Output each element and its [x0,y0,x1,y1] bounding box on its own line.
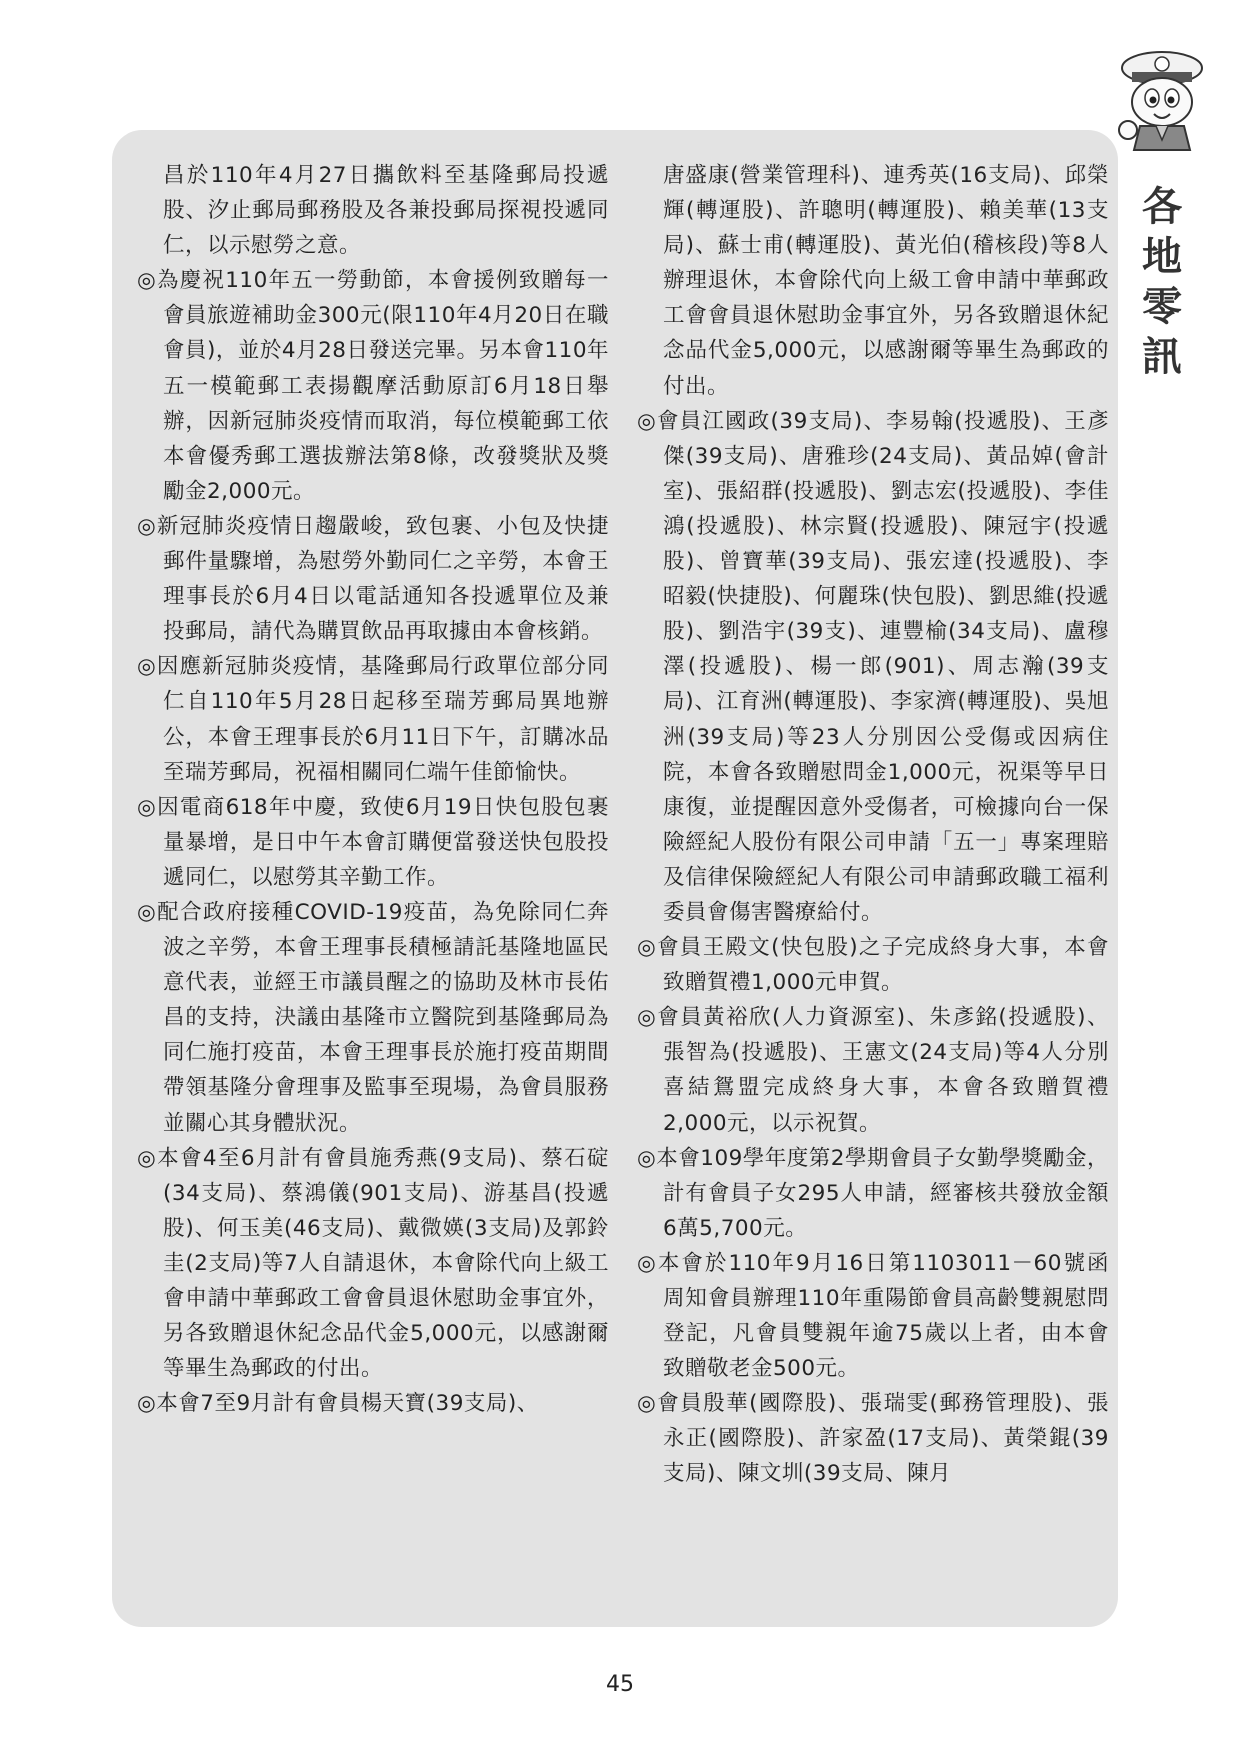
news-item-text: 會員王殿文(快包股)之子完成終身大事，本會致贈賀禮1,000元申賀。 [657,935,1110,996]
bullet-icon: ◎ [137,1391,157,1417]
news-item [137,649,609,789]
news-item-text: 本會109學年度第2學期會員子女勤學獎勵金，計有會員子女295人申請，經審核共發放金額6萬5,700元。 [656,1145,1109,1241]
news-item-text: 因電商618年中慶，致使6月19日快包股包裹量暴增，是日中午本會訂購便當發送快包股投遞同仁，以慰勞其辛勤工作。 [157,794,610,890]
news-item [637,404,1109,930]
news-item-text: 會員殷華(國際股)、張瑞雯(郵務管理股)、張永正(國際股)、許家盈(17支局)、黃榮錕(39支局)、陳文圳(39支局、陳月 [657,1391,1109,1487]
news-item-text: 配合政府接種COVID-19疫苗，為免除同仁奔波之辛勞，本會王理事長積極請託基隆地區民意代表，並經王市議員醒之的協助及林市長佑昌的支持，決議由基隆市立醫院到基隆郵局為同仁施打疫苗，本會王理事長於施打疫苗期間帶領基隆分會理事及監事至現場，為會員服務並關心其身體狀況。 [157,899,610,1136]
page-number: 45 [606,1672,634,1697]
right-column [637,158,1109,1492]
news-item-continued [137,158,609,263]
bullet-icon: ◎ [637,935,658,961]
section-title-char: 零 [1142,283,1182,330]
news-item-text: 本會於110年9月16日第1103011－60號函周知會員辦理110年重陽節會員高齡雙親慰問登記，凡會員雙親年逾75歲以上者，由本會致贈敬老金500元。 [657,1250,1110,1382]
news-item [137,1141,609,1387]
section-title-char: 訊 [1142,333,1182,380]
news-item [137,1386,609,1421]
news-item-text: 本會7至9月計有會員楊天寶(39支局)、 [156,1391,539,1417]
bullet-icon: ◎ [637,408,657,434]
news-item-text: 會員江國政(39支局)、李易翰(投遞股)、王彥傑(39支局)、唐雅珍(24支局)、黃品婥(會計室)、張紹群(投遞股)、劉志宏(投遞股)、李佳鴻(投遞股)、林宗賢(投遞股)、陳冠宇(投遞股)、曾寶華(39支局)、張宏達(投遞股)、李昭毅(快捷股)、何麗珠(快包股)、劉思維(投遞股)、劉浩宇(39支)、連豐榆(34支局)、盧穆澤(投遞股)、楊一郎(901)、周志瀚(39支局)、江育洲(轉運股)、李家濟(轉運股)、吳旭洲(39支局)等23人分別因公受傷或因病住院，本會各致贈慰問金1,000元，祝渠等早日康復，並提醒因意外受傷者，可檢據向台一保險經紀人股份有限公司申請「五一」專案理賠及信律保險經紀人有限公司申請郵政職工福利委員會傷害醫療給付。 [656,408,1109,925]
bullet-icon: ◎ [137,794,158,820]
news-item [137,509,609,649]
news-item-text: 昌於110年4月27日攜飲料至基隆郵局投遞股、汐止郵局郵務股及各兼投郵局探視投遞同仁，以示慰勞之意。 [163,163,609,259]
bullet-icon: ◎ [637,1391,658,1417]
mascot-icon [1112,46,1212,158]
news-item [137,790,609,895]
section-title-char: 地 [1142,233,1182,280]
bullet-icon: ◎ [137,268,158,294]
bullet-icon: ◎ [637,1250,658,1276]
news-item [637,930,1109,1000]
bullet-icon: ◎ [137,654,157,680]
bullet-icon: ◎ [637,1145,657,1171]
news-item [137,895,609,1141]
news-item [137,263,609,509]
bullet-icon: ◎ [137,899,158,925]
news-item [637,1000,1109,1140]
left-column [137,158,609,1421]
section-title [1132,182,1192,382]
news-item-text: 本會4至6月計有會員施秀燕(9支局)、蔡石碇(34支局)、蔡鴻儀(901支局)、游基昌(投遞股)、何玉美(46支局)、戴微媖(3支局)及郭鈴圭(2支局)等7人自請退休，本會除代向上級工會申請中華郵政工會會員退休慰助金事宜外，另各致贈退休紀念品代金5,000元，以感謝爾等畢生為郵政的付出。 [157,1145,609,1382]
news-item-text: 唐盛康(營業管理科)、連秀英(16支局)、邱榮輝(轉運股)、許聰明(轉運股)、賴美華(13支局)、蘇士甫(轉運股)、黃光伯(稽核段)等8人辦理退休，本會除代向上級工會申請中華郵政工會會員退休慰助金事宜外，另各致贈退休紀念品代金5,000元，以感謝爾等畢生為郵政的付出。 [663,163,1109,399]
section-title-char: 各 [1142,183,1182,230]
news-item [637,1246,1109,1386]
news-item [637,1386,1109,1491]
news-item-text: 新冠肺炎疫情日趨嚴峻，致包裹、小包及快捷郵件量驟增，為慰勞外勤同仁之辛勞，本會王理事長於6月4日以電話通知各投遞單位及兼投郵局，請代為購買飲品再取據由本會核銷。 [156,513,609,645]
bullet-icon: ◎ [137,513,157,539]
news-item-continued [637,158,1109,404]
bullet-icon: ◎ [137,1145,158,1171]
news-item-text: 會員黃裕欣(人力資源室)、朱彥銘(投遞股)、張智為(投遞股)、王憲文(24支局)等4人分別喜結鴛盟完成終身大事，本會各致贈賀禮2,000元，以示祝賀。 [657,1005,1109,1136]
bullet-icon: ◎ [637,1005,658,1031]
news-item [637,1141,1109,1246]
news-item-text: 因應新冠肺炎疫情，基隆郵局行政單位部分同仁自110年5月28日起移至瑞芳郵局異地辦公，本會王理事長於6月11日下午，訂購冰品至瑞芳郵局，祝福相關同仁端午佳節愉快。 [156,654,609,785]
news-item-text: 為慶祝110年五一勞動節，本會援例致贈每一會員旅遊補助金300元(限110年4月20日在職會員)，並於4月28日發送完畢。另本會110年五一模範郵工表揚觀摩活動原訂6月18日舉辦，因新冠肺炎疫情而取消，每位模範郵工依本會優秀郵工選拔辦法第8條，改發獎狀及獎勵金2,000元。 [157,268,609,504]
